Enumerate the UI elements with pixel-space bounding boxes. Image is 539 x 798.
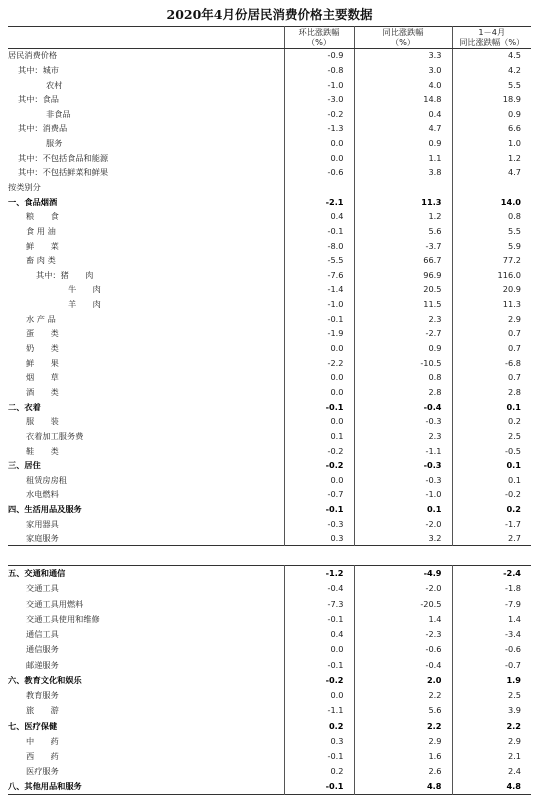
- row-yoy-value: 3.3: [354, 48, 452, 63]
- row-mom-value: -0.3: [284, 517, 354, 532]
- row-ytd-value: -1.7: [452, 517, 531, 532]
- row-yoy-value: 2.2: [354, 688, 452, 703]
- row-yoy-value: 14.8: [354, 92, 452, 107]
- row-ytd-value: 0.2: [452, 414, 531, 429]
- row-ytd-value: 6.6: [452, 121, 531, 136]
- row-ytd-value: 5.5: [452, 224, 531, 239]
- row-label: 交通工具用燃料: [26, 598, 84, 609]
- row-mom-value: -7.6: [284, 268, 354, 283]
- row-yoy-value: 2.2: [354, 718, 452, 733]
- header-yoy: [354, 27, 452, 49]
- row-ytd-value: -3.4: [452, 627, 531, 642]
- row-ytd-value: 0.1: [452, 458, 531, 473]
- row-mom-value: 0.4: [284, 209, 354, 224]
- row-mom-value: 0.0: [284, 385, 354, 400]
- row-yoy-value: 0.8: [354, 370, 452, 385]
- row-mom-value: -0.1: [284, 611, 354, 626]
- row-mom-value: -5.5: [284, 253, 354, 268]
- row-mom-value: 0.3: [284, 531, 354, 546]
- row-mom-value: -0.2: [284, 672, 354, 687]
- row-yoy-value: -2.3: [354, 627, 452, 642]
- table-row: [8, 502, 531, 517]
- row-mom-value: 0.0: [284, 370, 354, 385]
- row-mom-value: -0.2: [284, 443, 354, 458]
- table-row: [8, 642, 531, 657]
- table-row: [8, 63, 531, 78]
- row-label: 烟 草: [26, 372, 59, 383]
- row-ytd-value: 20.9: [452, 282, 531, 297]
- row-label: 家用器具: [26, 518, 59, 529]
- table-row: [8, 611, 531, 626]
- table-header-row: [8, 27, 531, 49]
- row-label: 其中：不包括鲜菜和鲜果: [18, 167, 109, 178]
- row-ytd-value: 1.4: [452, 611, 531, 626]
- table-row: [8, 165, 531, 180]
- row-mom-value: 0.0: [284, 136, 354, 151]
- table-row: [8, 282, 531, 297]
- row-ytd-value: 2.4: [452, 764, 531, 779]
- table-row: [8, 443, 531, 458]
- table-row: [8, 764, 531, 779]
- table-row: [8, 581, 531, 596]
- table-row: [8, 238, 531, 253]
- row-mom-value: -0.2: [284, 107, 354, 122]
- row-ytd-value: 116.0: [452, 268, 531, 283]
- row-mom-value: -2.2: [284, 355, 354, 370]
- table-row: [8, 194, 531, 209]
- row-ytd-value: -0.5: [452, 443, 531, 458]
- row-ytd-value: 2.1: [452, 749, 531, 764]
- row-ytd-value: 5.5: [452, 77, 531, 92]
- row-yoy-value: 1.2: [354, 209, 452, 224]
- header-yoy-unit: （%）: [390, 37, 416, 48]
- table-row: [8, 429, 531, 444]
- table-row: [8, 749, 531, 764]
- row-yoy-value: 11.5: [354, 297, 452, 312]
- row-yoy-value: 11.3: [354, 194, 452, 209]
- table-row: [8, 150, 531, 165]
- row-ytd-value: 0.1: [452, 473, 531, 488]
- row-label: 西 药: [26, 751, 59, 762]
- row-ytd-value: 2.5: [452, 688, 531, 703]
- row-ytd-value: 1.9: [452, 672, 531, 687]
- row-label: 粮 食: [26, 211, 59, 222]
- row-ytd-value: -0.2: [452, 487, 531, 502]
- row-yoy-value: -1.0: [354, 487, 452, 502]
- row-ytd-value: -0.6: [452, 642, 531, 657]
- row-mom-value: -0.9: [284, 48, 354, 63]
- row-ytd-value: 4.5: [452, 48, 531, 63]
- row-yoy-value: 2.9: [354, 733, 452, 748]
- row-ytd-value: 0.7: [452, 341, 531, 356]
- row-label: 酒 类: [26, 386, 59, 397]
- row-mom-value: 0.0: [284, 414, 354, 429]
- row-yoy-value: 1.6: [354, 749, 452, 764]
- table-row: [8, 779, 531, 794]
- row-label: 交通工具使用和维修: [26, 613, 100, 624]
- row-mom-value: 0.1: [284, 429, 354, 444]
- row-label: 其中：消费品: [18, 123, 68, 134]
- row-yoy-value: 2.3: [354, 429, 452, 444]
- row-ytd-value: [452, 180, 531, 195]
- table-row: [8, 326, 531, 341]
- row-yoy-value: -20.5: [354, 596, 452, 611]
- row-label: 鲜 菜: [26, 240, 59, 251]
- row-label: 八、其他用品和服务: [8, 781, 82, 792]
- row-ytd-value: -2.4: [452, 566, 531, 581]
- row-label: 居民消费价格: [8, 50, 58, 61]
- table-body-part1: [8, 48, 531, 546]
- header-mom-unit: （%）: [306, 37, 332, 48]
- row-label: 非食品: [46, 108, 71, 119]
- row-yoy-value: -0.3: [354, 458, 452, 473]
- row-ytd-value: 2.7: [452, 531, 531, 546]
- row-yoy-value: -0.3: [354, 414, 452, 429]
- row-yoy-value: 4.7: [354, 121, 452, 136]
- row-yoy-value: -0.6: [354, 642, 452, 657]
- table-row: [8, 531, 531, 546]
- row-label: 旅 游: [26, 705, 59, 716]
- row-label: 食 用 油: [26, 225, 56, 236]
- row-yoy-value: 2.6: [354, 764, 452, 779]
- header-ytd: [452, 27, 531, 49]
- row-yoy-value: 0.9: [354, 136, 452, 151]
- row-mom-value: -0.1: [284, 224, 354, 239]
- row-yoy-value: 0.4: [354, 107, 452, 122]
- row-ytd-value: -1.8: [452, 581, 531, 596]
- row-label: 鲜 果: [26, 357, 59, 368]
- table-row: [8, 180, 531, 195]
- row-yoy-value: 2.8: [354, 385, 452, 400]
- table-row: [8, 657, 531, 672]
- cpi-table-part2: [8, 565, 531, 795]
- table-row: [8, 312, 531, 327]
- row-ytd-value: 4.2: [452, 63, 531, 78]
- table-row: [8, 341, 531, 356]
- row-mom-value: -1.9: [284, 326, 354, 341]
- row-label: 五、交通和通信: [8, 568, 66, 579]
- row-mom-value: 0.4: [284, 627, 354, 642]
- row-ytd-value: -6.8: [452, 355, 531, 370]
- row-yoy-value: 4.8: [354, 779, 452, 794]
- table-row: [8, 688, 531, 703]
- row-ytd-value: 0.7: [452, 370, 531, 385]
- page-title: 2020年4月份居民消费价格主要数据: [166, 7, 373, 22]
- table-row: [8, 414, 531, 429]
- row-yoy-value: 0.1: [354, 502, 452, 517]
- row-yoy-value: 3.0: [354, 63, 452, 78]
- row-mom-value: 0.0: [284, 341, 354, 356]
- row-label: 一、食品烟酒: [8, 196, 58, 207]
- table-row: [8, 517, 531, 532]
- row-mom-value: [284, 180, 354, 195]
- row-label: 医疗服务: [26, 766, 59, 777]
- table-row: [8, 458, 531, 473]
- row-mom-value: -0.7: [284, 487, 354, 502]
- table-row: [8, 385, 531, 400]
- row-mom-value: -0.1: [284, 749, 354, 764]
- row-yoy-value: -3.7: [354, 238, 452, 253]
- table-row: [8, 48, 531, 63]
- row-ytd-value: 3.9: [452, 703, 531, 718]
- table-row: [8, 107, 531, 122]
- row-label: 鞋 类: [26, 445, 59, 456]
- row-label: 其中：食品: [18, 94, 59, 105]
- row-mom-value: -0.1: [284, 779, 354, 794]
- header-blank: [8, 27, 284, 49]
- row-label: 衣着加工服务费: [26, 430, 84, 441]
- row-label: 牛 肉: [68, 284, 101, 295]
- row-yoy-value: -1.1: [354, 443, 452, 458]
- row-mom-value: -0.4: [284, 581, 354, 596]
- row-yoy-value: 5.6: [354, 703, 452, 718]
- row-mom-value: 0.3: [284, 733, 354, 748]
- row-ytd-value: 0.1: [452, 399, 531, 414]
- table-row: [8, 733, 531, 748]
- row-yoy-value: -2.0: [354, 517, 452, 532]
- row-yoy-value: 5.6: [354, 224, 452, 239]
- row-label: 服务: [46, 138, 63, 149]
- row-mom-value: -8.0: [284, 238, 354, 253]
- row-ytd-value: 2.2: [452, 718, 531, 733]
- row-mom-value: 0.2: [284, 764, 354, 779]
- row-mom-value: -1.4: [284, 282, 354, 297]
- header-ytd-label: 1－4月: [478, 27, 506, 37]
- row-label: 教育服务: [26, 690, 59, 701]
- row-yoy-value: 2.0: [354, 672, 452, 687]
- table-row: [8, 627, 531, 642]
- row-mom-value: -2.1: [284, 194, 354, 209]
- row-mom-value: -0.1: [284, 657, 354, 672]
- row-yoy-value: 3.8: [354, 165, 452, 180]
- row-label: 家庭服务: [26, 533, 59, 544]
- row-yoy-value: -10.5: [354, 355, 452, 370]
- row-label: 二、衣着: [8, 401, 41, 412]
- row-label: 羊 肉: [68, 299, 101, 310]
- header-mom: [284, 27, 354, 49]
- row-mom-value: 0.2: [284, 718, 354, 733]
- table-row: [8, 77, 531, 92]
- row-mom-value: -7.3: [284, 596, 354, 611]
- row-yoy-value: 1.4: [354, 611, 452, 626]
- header-ytd-sub: 同比涨跌幅（%）: [459, 37, 525, 48]
- row-mom-value: -0.8: [284, 63, 354, 78]
- row-label: 六、教育文化和娱乐: [8, 674, 82, 685]
- row-yoy-value: -2.7: [354, 326, 452, 341]
- table-row: [8, 399, 531, 414]
- row-yoy-value: -2.0: [354, 581, 452, 596]
- table-row: [8, 136, 531, 151]
- table-row: [8, 209, 531, 224]
- row-mom-value: -1.2: [284, 566, 354, 581]
- row-mom-value: -1.1: [284, 703, 354, 718]
- row-label: 奶 类: [26, 343, 59, 354]
- row-ytd-value: 0.2: [452, 502, 531, 517]
- row-yoy-value: 20.5: [354, 282, 452, 297]
- row-mom-value: -0.1: [284, 502, 354, 517]
- row-mom-value: -1.0: [284, 77, 354, 92]
- row-label: 水 产 品: [26, 313, 56, 324]
- row-mom-value: 0.0: [284, 688, 354, 703]
- row-ytd-value: 2.9: [452, 312, 531, 327]
- table-row: [8, 92, 531, 107]
- table-row: [8, 253, 531, 268]
- table-row: [8, 370, 531, 385]
- table-row: [8, 473, 531, 488]
- row-ytd-value: 4.7: [452, 165, 531, 180]
- page-gap: [0, 551, 539, 565]
- cpi-table-part1: [8, 26, 531, 546]
- row-ytd-value: -7.9: [452, 596, 531, 611]
- row-label: 七、医疗保健: [8, 720, 58, 731]
- row-yoy-value: 96.9: [354, 268, 452, 283]
- row-mom-value: -0.1: [284, 312, 354, 327]
- row-yoy-value: 2.3: [354, 312, 452, 327]
- row-yoy-value: -0.4: [354, 657, 452, 672]
- row-yoy-value: -0.3: [354, 473, 452, 488]
- row-ytd-value: 2.5: [452, 429, 531, 444]
- table-row: [8, 718, 531, 733]
- row-mom-value: -1.0: [284, 297, 354, 312]
- table-row: [8, 703, 531, 718]
- table-row: [8, 268, 531, 283]
- row-yoy-value: -0.4: [354, 399, 452, 414]
- row-mom-value: 0.0: [284, 150, 354, 165]
- row-label: 通信工具: [26, 629, 59, 640]
- row-ytd-value: 77.2: [452, 253, 531, 268]
- table-body-part2: [8, 566, 531, 795]
- row-ytd-value: 4.8: [452, 779, 531, 794]
- row-ytd-value: 2.9: [452, 733, 531, 748]
- table-row: [8, 355, 531, 370]
- row-ytd-value: 14.0: [452, 194, 531, 209]
- row-label: 农村: [46, 79, 63, 90]
- row-yoy-value: 0.9: [354, 341, 452, 356]
- table-row: [8, 672, 531, 687]
- row-yoy-value: 1.1: [354, 150, 452, 165]
- table-row: [8, 224, 531, 239]
- row-mom-value: -1.3: [284, 121, 354, 136]
- row-mom-value: -0.1: [284, 399, 354, 414]
- row-yoy-value: 4.0: [354, 77, 452, 92]
- row-label: 通信服务: [26, 644, 59, 655]
- row-yoy-value: 3.2: [354, 531, 452, 546]
- row-yoy-value: 66.7: [354, 253, 452, 268]
- row-mom-value: -3.0: [284, 92, 354, 107]
- table-row: [8, 487, 531, 502]
- row-label: 交通工具: [26, 583, 59, 594]
- row-label: 蛋 类: [26, 328, 59, 339]
- row-ytd-value: 0.9: [452, 107, 531, 122]
- row-label: 其中：城市: [18, 64, 59, 75]
- row-label: 租赁房房租: [26, 474, 67, 485]
- row-mom-value: -0.2: [284, 458, 354, 473]
- row-label: 三、居住: [8, 460, 41, 471]
- row-ytd-value: 11.3: [452, 297, 531, 312]
- row-ytd-value: 1.0: [452, 136, 531, 151]
- row-label: 服 装: [26, 416, 59, 427]
- row-mom-value: 0.0: [284, 473, 354, 488]
- row-ytd-value: 1.2: [452, 150, 531, 165]
- table-row: [8, 297, 531, 312]
- table-row: [8, 596, 531, 611]
- row-label: 其中：猪 肉: [36, 269, 94, 280]
- table-row: [8, 121, 531, 136]
- row-ytd-value: 18.9: [452, 92, 531, 107]
- row-yoy-value: [354, 180, 452, 195]
- row-label: 中 药: [26, 735, 59, 746]
- row-ytd-value: 2.8: [452, 385, 531, 400]
- row-mom-value: 0.0: [284, 642, 354, 657]
- row-label: 按类别分: [8, 181, 41, 192]
- row-ytd-value: 0.8: [452, 209, 531, 224]
- table-row: [8, 566, 531, 581]
- row-label: 畜 肉 类: [26, 255, 56, 266]
- header-yoy-label: 同比涨跌幅: [382, 27, 424, 37]
- row-yoy-value: -4.9: [354, 566, 452, 581]
- row-ytd-value: 0.7: [452, 326, 531, 341]
- row-label: 邮递服务: [26, 659, 59, 670]
- header-mom-label: 环比涨跌幅: [298, 27, 340, 37]
- row-label: 四、生活用品及服务: [8, 504, 82, 515]
- row-label: 水电燃料: [26, 489, 59, 500]
- row-ytd-value: -0.7: [452, 657, 531, 672]
- row-ytd-value: 5.9: [452, 238, 531, 253]
- row-label: 其中：不包括食品和能源: [18, 152, 109, 163]
- row-mom-value: -0.6: [284, 165, 354, 180]
